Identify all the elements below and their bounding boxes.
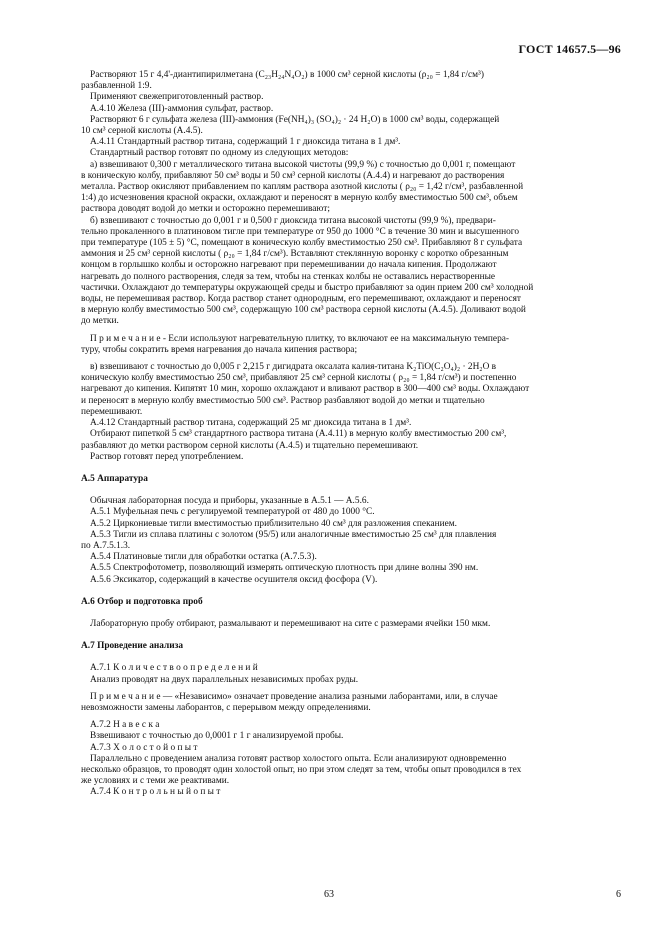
paragraph: А.4.10 Железа (III)-аммония сульфат, раствор. xyxy=(90,103,274,114)
paragraph: аммония и 25 см³ серной кислоты ( ρ₂₀ = 1,84 г/см³). Вставляют стеклянную воронку с коротко обрезанным xyxy=(81,249,509,260)
paragraph: Растворяют 6 г сульфата железа (III)-аммония (Fe(NH₄)₃ (SO₄)₂ · 24 H₂O) в 1000 см³ воды, содержащей xyxy=(90,114,500,125)
sheet-number: 6 xyxy=(616,889,621,900)
note: туру, чтобы сократить время нагревания до начала кипения раствора; xyxy=(81,344,358,355)
paragraph: раствора доводят водой до метки и осторожно перемешивают; xyxy=(81,204,330,215)
paragraph: несколько образцов, то проводят один холостой опыт, но при этом следят за тем, чтобы опыт проводился в тех xyxy=(81,764,522,775)
paragraph: Отбирают пипеткой 5 см³ стандартного раствора титана (А.4.11) в мерную колбу вместимостью 200 см³, xyxy=(90,429,507,440)
paragraph: воды, не перемешивая раствор. Когда раствор станет однородным, его перемешивают, охлаждают и переносят xyxy=(81,294,521,305)
paragraph: разбавляют до метки раствором серной кислоты (А.4.5) и тщательно перемешивают. xyxy=(81,440,419,451)
paragraph: в) взвешивают с точностью до 0,005 г 2,215 г дигидрата оксалата калия-титана K₂TiO(C₂O₄)₂ · 2H₂O в xyxy=(90,362,497,373)
paragraph: Раствор готовят перед употреблением. xyxy=(90,451,244,462)
paragraph: Обычная лабораторная посуда и приборы, указанные в А.5.1 — А.5.6. xyxy=(90,496,369,507)
paragraph: А.5.5 Спектрофотометр, позволяющий измерять оптическую плотность при длине волны 390 нм. xyxy=(90,563,479,574)
subsection-title: А.7.4 К о н т р о л ь н ы й о п ы т xyxy=(90,787,221,798)
paragraph: в коническую колбу, прибавляют 50 см³ воды и 50 см³ серной кислоты (А.4.4) и нагревают до растворения xyxy=(81,170,505,181)
paragraph: Растворяют 15 г 4,4'-диантипирилметана (C₂₃H₂₄N₄O₂) в 1000 см³ серной кислоты (ρ₂₀ = 1,84 г/см³) xyxy=(90,70,484,80)
paragraph: по А.7.5.1.3. xyxy=(81,540,131,551)
note: невозможности замены лаборантов, с перерывом между определениями. xyxy=(81,702,371,713)
paragraph: перемешивают. xyxy=(81,406,143,417)
paragraph: Применяют свежеприготовленный раствор. xyxy=(90,92,264,103)
paragraph: Лабораторную пробу отбирают, размалывают и перемешивают на сите с размерами ячейки 150 мкм. xyxy=(90,618,491,629)
paragraph: нагревать до полного растворения, следя за тем, чтобы на стенках колбы не оставались нерастворенные xyxy=(81,271,496,282)
paragraph: и переносят в мерную колбу вместимостью 500 см³. Раствор разбавляют водой до метки и тщательно xyxy=(81,395,485,406)
paragraph: Взвешивают с точностью до 0,0001 г 1 г анализируемой пробы. xyxy=(90,731,344,742)
paragraph: до метки. xyxy=(81,316,119,327)
paragraph: Анализ проводят на двух параллельных независимых пробах руды. xyxy=(90,674,359,685)
subsection-title: А.7.3 Х о л о с т о й о п ы т xyxy=(90,742,198,753)
paragraph: металла. Раствор окисляют прибавлением по каплям раствора азотной кислоты ( ρ₂₀ = 1,42 г/см³, разбавленной xyxy=(81,182,524,193)
paragraph: А.5.3 Тигли из сплава платины с золотом (95/5) или аналогичные вместимостью 25 см³ для плавления xyxy=(90,529,497,540)
section-title-a7: А.7 Проведение анализа xyxy=(81,641,184,652)
paragraph: 10 см³ серной кислоты (А.4.5). xyxy=(81,126,203,137)
paragraph: Стандартный раствор готовят по одному из следующих методов: xyxy=(90,148,349,159)
paragraph: А.4.12 Стандартный раствор титана, содержащий 25 мг диоксида титана в 1 дм³. xyxy=(90,418,412,429)
paragraph: 1:4) до исчезновения красной окраски, охлаждают и переносят в мерную колбу вместимостью 500 см³, объем xyxy=(81,193,518,204)
paragraph: же условиях и с теми же реактивами. xyxy=(81,776,230,787)
note: П р и м е ч а н и е - Если используют нагревательную плитку, то включают ее на максимальную темпера- xyxy=(90,333,510,344)
paragraph: А.5.4 Платиновые тигли для обработки остатка (А.7.5.3). xyxy=(90,552,317,563)
paragraph: А.4.11 Стандартный раствор титана, содержащий 1 г диоксида титана в 1 дм³. xyxy=(90,137,401,148)
subsection-title: А.7.2 Н а в е с к а xyxy=(90,720,160,731)
page-number: 63 xyxy=(324,889,334,900)
paragraph: концом в горлышко колбы и осторожно нагревают при перемешивании до начала кипения. Продолжают xyxy=(81,260,497,271)
section-title-a5: А.5 Аппаратура xyxy=(81,473,148,484)
subsection-title: А.7.1 К о л и ч е с т в о о п р е д е л е н и й xyxy=(90,663,258,674)
paragraph: А.5.6 Эксикатор, содержащий в качестве осушителя оксид фосфора (V). xyxy=(90,574,378,585)
paragraph: А.5.1 Муфельная печь с регулируемой температурой от 480 до 1000 °С. xyxy=(90,507,375,518)
paragraph: тельно прокаленного в платиновом тигле при температуре от 950 до 1000 °С в течение 30 мин и высушенного xyxy=(81,226,520,237)
paragraph: а) взвешивают 0,300 г металлического титана высокой чистоты (99,9 %) с точностью до 0,001 г, помещают xyxy=(90,159,516,170)
paragraph: в мерную колбу вместимостью 500 см³, содержащую 100 см³ раствора серной кислоты (А.4.5). Доливают водой xyxy=(81,305,526,316)
paragraph: б) взвешивают с точностью до 0,001 г и 0,500 г диоксида титана высокой чистоты (99,9 %), предвари- xyxy=(90,215,496,226)
paragraph: А.5.2 Циркониевые тигли вместимостью приблизительно 40 см³ для разложения спеканием. xyxy=(90,518,458,529)
paragraph: при температуре (105 ± 5) °С, помещают в коническую колбу вместимостью 250 см³. Прибавляют 8 г сульфата xyxy=(81,238,523,249)
paragraph: частички. Охлаждают до температуры окружающей среды и быстро прибавляют за один прием 200 см³ холодной xyxy=(81,282,534,293)
note: П р и м е ч а н и е — «Независимо» означает проведение анализа разными лаборантами, или, в случае xyxy=(90,691,498,702)
standard-number: ГОСТ 14657.5—96 xyxy=(518,42,621,56)
paragraph: коническую колбу вместимостью 250 см³, прибавляют 25 см³ серной кислоты ( ρ₂₀ = 1,84 г/см³) и постепенно xyxy=(81,373,517,384)
paragraph: нагревают до кипения. Кипятят 10 мин, хорошо охлаждают и вливают раствор в 300—400 см³ воды. Охлаждают xyxy=(81,384,530,395)
section-title-a6: А.6 Отбор и подготовка проб xyxy=(81,596,203,607)
document-body xyxy=(81,70,626,799)
paragraph: разбавленной 1:9. xyxy=(81,81,152,92)
paragraph: Параллельно с проведением анализа готовят раствор холостого опыта. Если анализируют одновременно xyxy=(90,753,507,764)
